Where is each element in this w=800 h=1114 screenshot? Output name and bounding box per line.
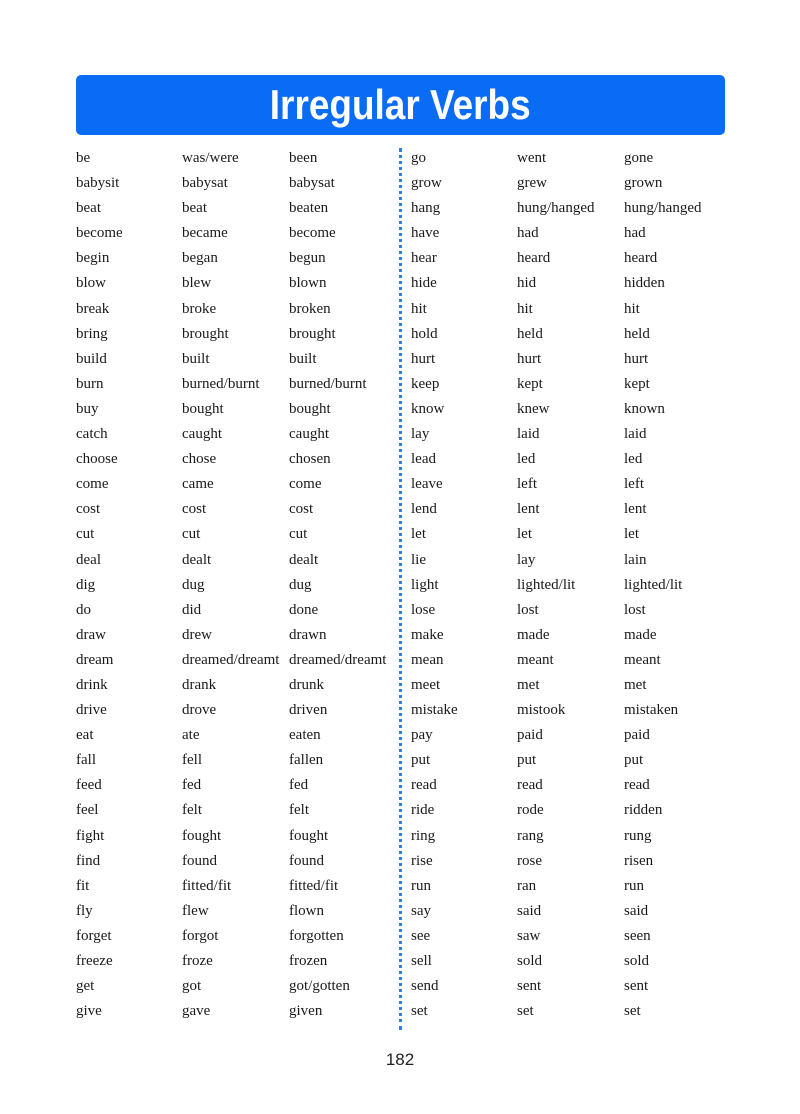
past-simple: mistook (517, 702, 566, 719)
base-form: put (411, 752, 431, 769)
verb-row (411, 472, 734, 497)
base-form: lend (411, 501, 437, 518)
base-form: catch (76, 426, 108, 443)
verb-row (411, 874, 734, 899)
base-form: leave (411, 476, 443, 493)
base-form: lie (411, 551, 426, 568)
past-simple: paid (517, 727, 543, 744)
past-simple: meant (517, 651, 554, 668)
verb-row (76, 723, 399, 748)
base-form: be (76, 150, 91, 166)
base-form: build (76, 350, 107, 367)
past-participle: kept (624, 375, 650, 392)
past-participle: come (289, 476, 322, 493)
past-simple: drew (182, 626, 212, 643)
past-simple: dealt (182, 551, 212, 568)
past-simple: lent (517, 501, 540, 518)
past-simple: lay (517, 551, 536, 568)
past-participle: run (624, 877, 644, 894)
past-simple: gave (182, 1003, 211, 1020)
past-simple: caught (182, 426, 222, 443)
verb-row (411, 322, 734, 347)
past-participle: blown (289, 275, 327, 292)
past-participle: lighted/lit (624, 576, 683, 593)
past-simple: dreamed/dreamt (182, 651, 280, 668)
past-participle: felt (289, 802, 309, 819)
past-participle: sold (624, 953, 650, 969)
past-participle: beaten (289, 200, 329, 217)
past-participle: laid (624, 426, 647, 443)
verb-row (411, 974, 734, 999)
base-form: lose (411, 601, 436, 618)
past-participle: meant (624, 651, 661, 668)
past-participle: left (624, 476, 644, 493)
past-simple: cut (182, 526, 201, 543)
past-simple: beat (182, 200, 207, 217)
base-form: become (76, 225, 123, 242)
verb-row (76, 548, 399, 573)
verb-row (76, 748, 399, 773)
base-form: hang (411, 200, 441, 217)
past-participle: held (624, 325, 650, 342)
past-simple: laid (517, 426, 540, 443)
past-participle: fought (289, 827, 329, 844)
past-participle: found (289, 852, 324, 869)
past-simple: built (182, 350, 210, 367)
past-participle: done (289, 601, 319, 618)
past-simple: made (517, 626, 550, 643)
past-participle: fed (289, 777, 309, 794)
base-form: feed (76, 777, 102, 794)
past-participle: read (624, 777, 650, 794)
base-form: keep (411, 375, 440, 392)
page-title: Irregular Verbs (270, 81, 531, 128)
base-form: hear (411, 250, 437, 267)
past-simple: babysat (182, 175, 228, 192)
verb-row (76, 874, 399, 899)
verb-row (411, 598, 734, 623)
past-simple: heard (517, 250, 551, 267)
past-participle: put (624, 752, 644, 769)
verb-row (411, 297, 734, 322)
past-simple: brought (182, 325, 229, 342)
past-simple: dug (182, 576, 205, 593)
verb-row (76, 271, 399, 296)
verb-row (411, 397, 734, 422)
base-form: pay (411, 727, 433, 744)
base-form: read (411, 777, 437, 794)
base-form: draw (76, 626, 106, 643)
past-participle: grown (624, 175, 663, 192)
verb-row (76, 949, 399, 974)
base-form: buy (76, 400, 99, 417)
verb-row (76, 698, 399, 723)
verb-row (411, 798, 734, 823)
verb-row (411, 999, 734, 1024)
verb-row (411, 723, 734, 748)
base-form: burn (76, 375, 104, 392)
verb-row (76, 999, 399, 1024)
past-simple: fed (182, 777, 202, 794)
verb-row (76, 573, 399, 598)
verb-row (411, 171, 734, 196)
past-participle: become (289, 225, 336, 242)
past-participle: drawn (289, 626, 327, 643)
past-participle: driven (289, 702, 328, 719)
base-form: sell (411, 953, 432, 969)
verb-row (411, 221, 734, 246)
base-form: get (76, 978, 95, 995)
base-form: light (411, 576, 439, 593)
past-simple: bought (182, 400, 224, 417)
base-form: lay (411, 426, 430, 443)
past-participle: mistaken (624, 702, 679, 719)
past-participle: cut (289, 526, 308, 543)
base-form: deal (76, 551, 101, 568)
verb-row (411, 497, 734, 522)
verb-row (76, 648, 399, 673)
past-simple: hurt (517, 350, 542, 367)
past-participle: built (289, 350, 317, 367)
verb-row (411, 623, 734, 648)
past-participle: bought (289, 400, 331, 417)
past-simple: cost (182, 501, 207, 518)
past-simple: flew (182, 902, 209, 919)
past-simple: lost (517, 601, 539, 618)
past-participle: burned/burnt (289, 375, 367, 392)
past-participle: met (624, 676, 647, 693)
past-simple: lighted/lit (517, 576, 576, 593)
verb-row (411, 246, 734, 271)
past-participle: let (624, 526, 639, 543)
base-form: dig (76, 576, 96, 593)
verb-row (411, 949, 734, 974)
base-form: run (411, 877, 431, 894)
base-form: come (76, 476, 109, 493)
past-simple: became (182, 225, 228, 242)
past-participle: caught (289, 426, 329, 443)
verb-row (76, 798, 399, 823)
past-simple: rode (517, 802, 544, 819)
past-participle: dealt (289, 551, 319, 568)
verb-row (411, 924, 734, 949)
past-participle: begun (289, 250, 326, 267)
verb-row (76, 397, 399, 422)
past-participle: babysat (289, 175, 335, 192)
past-participle: sent (624, 978, 649, 995)
base-form: say (411, 902, 431, 919)
past-simple: sold (517, 953, 543, 969)
base-form: go (411, 150, 426, 166)
base-form: find (76, 852, 101, 869)
past-participle: cost (289, 501, 314, 518)
verb-row (411, 347, 734, 372)
past-participle: dreamed/dreamt (289, 651, 387, 668)
base-form: drive (76, 702, 107, 719)
past-participle: gone (624, 150, 654, 166)
verb-row (76, 322, 399, 347)
past-participle: chosen (289, 451, 331, 468)
base-form: fall (76, 752, 96, 769)
past-participle: given (289, 1003, 323, 1020)
verb-row (76, 522, 399, 547)
verb-row (76, 773, 399, 798)
past-simple: found (182, 852, 217, 869)
base-form: mistake (411, 702, 458, 719)
base-form: cost (76, 501, 101, 518)
past-participle: hurt (624, 350, 649, 367)
past-simple: set (517, 1003, 534, 1020)
past-simple: rang (517, 827, 544, 844)
base-form: begin (76, 250, 110, 267)
base-form: grow (411, 175, 442, 192)
base-form: send (411, 978, 439, 995)
base-form: break (76, 300, 110, 317)
base-form: ring (411, 827, 436, 844)
verb-row (411, 648, 734, 673)
base-form: babysit (76, 175, 120, 192)
verb-row (76, 297, 399, 322)
title-banner (76, 75, 725, 135)
past-simple: hit (517, 300, 533, 317)
base-form: hold (411, 325, 438, 342)
past-participle: paid (624, 727, 650, 744)
past-simple: led (517, 451, 536, 468)
verb-row (411, 447, 734, 472)
past-participle: known (624, 400, 665, 417)
verb-row (411, 196, 734, 221)
past-simple: grew (517, 175, 547, 192)
past-participle: got/gotten (289, 978, 350, 995)
base-form: feel (76, 802, 99, 819)
past-participle: lain (624, 551, 647, 568)
past-simple: fought (182, 827, 222, 844)
verb-row (76, 899, 399, 924)
past-simple: blew (182, 275, 212, 292)
verb-row (411, 773, 734, 798)
past-participle: led (624, 451, 643, 468)
verb-row (76, 146, 399, 171)
verb-row (76, 824, 399, 849)
verb-row (411, 698, 734, 723)
base-form: hurt (411, 350, 436, 367)
past-participle: fitted/fit (289, 877, 339, 894)
base-form: rise (411, 852, 433, 869)
past-simple: left (517, 476, 537, 493)
past-participle: dug (289, 576, 312, 593)
past-simple: let (517, 526, 532, 543)
verb-table-right (411, 146, 734, 1024)
past-simple: came (182, 476, 214, 493)
past-participle: had (624, 225, 646, 242)
past-participle: fallen (289, 752, 324, 769)
past-participle: set (624, 1003, 641, 1020)
past-simple: hid (517, 275, 537, 292)
verb-table-left (76, 146, 399, 1024)
base-form: know (411, 400, 445, 417)
past-participle: frozen (289, 953, 328, 969)
verb-row (76, 347, 399, 372)
past-participle: ridden (624, 802, 663, 819)
base-form: hit (411, 300, 427, 317)
base-form: choose (76, 451, 118, 468)
verb-row (411, 849, 734, 874)
past-simple: burned/burnt (182, 375, 260, 392)
base-form: hide (411, 275, 437, 292)
past-participle: flown (289, 902, 324, 919)
base-form: fight (76, 827, 105, 844)
verb-row (76, 497, 399, 522)
base-form: forget (76, 927, 112, 944)
past-simple: was/were (182, 150, 239, 166)
past-simple: rose (517, 852, 542, 869)
past-simple: saw (517, 927, 541, 944)
past-simple: ran (517, 877, 537, 894)
verb-row (411, 548, 734, 573)
past-participle: made (624, 626, 657, 643)
past-simple: went (517, 150, 547, 166)
base-form: make (411, 626, 444, 643)
verb-row (76, 171, 399, 196)
past-simple: got (182, 978, 202, 995)
past-simple: broke (182, 300, 217, 317)
verb-row (411, 573, 734, 598)
base-form: eat (76, 727, 94, 744)
verb-row (76, 598, 399, 623)
base-form: lead (411, 451, 436, 468)
page-number: 182 (385, 1050, 415, 1069)
base-form: have (411, 225, 440, 242)
base-form: drink (76, 676, 108, 693)
past-simple: sent (517, 978, 542, 995)
past-simple: held (517, 325, 543, 342)
past-participle: broken (289, 300, 331, 317)
past-simple: forgot (182, 927, 219, 944)
verb-row (411, 146, 734, 171)
past-participle: been (289, 150, 318, 166)
past-participle: lost (624, 601, 646, 618)
base-form: give (76, 1003, 102, 1020)
past-simple: read (517, 777, 543, 794)
past-simple: knew (517, 400, 550, 417)
verb-row (76, 974, 399, 999)
verb-row (76, 472, 399, 497)
past-simple: did (182, 601, 202, 618)
past-participle: hidden (624, 275, 665, 292)
past-simple: put (517, 752, 537, 769)
verb-row (411, 422, 734, 447)
past-simple: met (517, 676, 540, 693)
verb-row (76, 246, 399, 271)
base-form: ride (411, 802, 435, 819)
base-form: bring (76, 325, 108, 342)
past-simple: fell (182, 752, 202, 769)
past-participle: eaten (289, 727, 321, 744)
base-form: do (76, 601, 91, 618)
past-participle: risen (624, 852, 654, 869)
past-participle: brought (289, 325, 336, 342)
base-form: cut (76, 526, 95, 543)
verb-row (411, 673, 734, 698)
verb-row (76, 447, 399, 472)
base-form: blow (76, 275, 106, 292)
verb-row (411, 271, 734, 296)
past-participle: rung (624, 827, 652, 844)
base-form: fit (76, 877, 90, 894)
past-simple: fitted/fit (182, 877, 232, 894)
base-form: meet (411, 676, 441, 693)
verb-row (76, 221, 399, 246)
past-participle: drunk (289, 676, 324, 693)
verb-row (76, 849, 399, 874)
verb-row (76, 372, 399, 397)
verb-row (76, 623, 399, 648)
past-simple: drank (182, 676, 217, 693)
verb-row (411, 824, 734, 849)
past-simple: began (182, 250, 218, 267)
verb-row (76, 673, 399, 698)
verb-row (76, 422, 399, 447)
past-simple: had (517, 225, 539, 242)
past-simple: kept (517, 375, 543, 392)
past-participle: forgotten (289, 927, 344, 944)
past-simple: froze (182, 953, 213, 969)
verb-row (411, 899, 734, 924)
base-form: freeze (76, 953, 113, 969)
past-simple: hung/hanged (517, 200, 595, 217)
base-form: set (411, 1003, 428, 1020)
base-form: beat (76, 200, 101, 217)
past-simple: felt (182, 802, 202, 819)
base-form: fly (76, 902, 93, 919)
past-simple: drove (182, 702, 217, 719)
past-simple: ate (182, 727, 200, 744)
past-participle: heard (624, 250, 658, 267)
verb-row (411, 372, 734, 397)
verb-row (411, 522, 734, 547)
base-form: mean (411, 651, 444, 668)
past-participle: hung/hanged (624, 200, 702, 217)
column-divider (399, 148, 402, 1030)
past-participle: seen (624, 927, 651, 944)
base-form: dream (76, 651, 114, 668)
past-participle: said (624, 902, 649, 919)
past-participle: lent (624, 501, 647, 518)
verb-row (76, 196, 399, 221)
past-participle: hit (624, 300, 640, 317)
base-form: see (411, 927, 431, 944)
verb-row (76, 924, 399, 949)
base-form: let (411, 526, 426, 543)
past-simple: said (517, 902, 542, 919)
past-simple: chose (182, 451, 217, 468)
verb-row (411, 748, 734, 773)
